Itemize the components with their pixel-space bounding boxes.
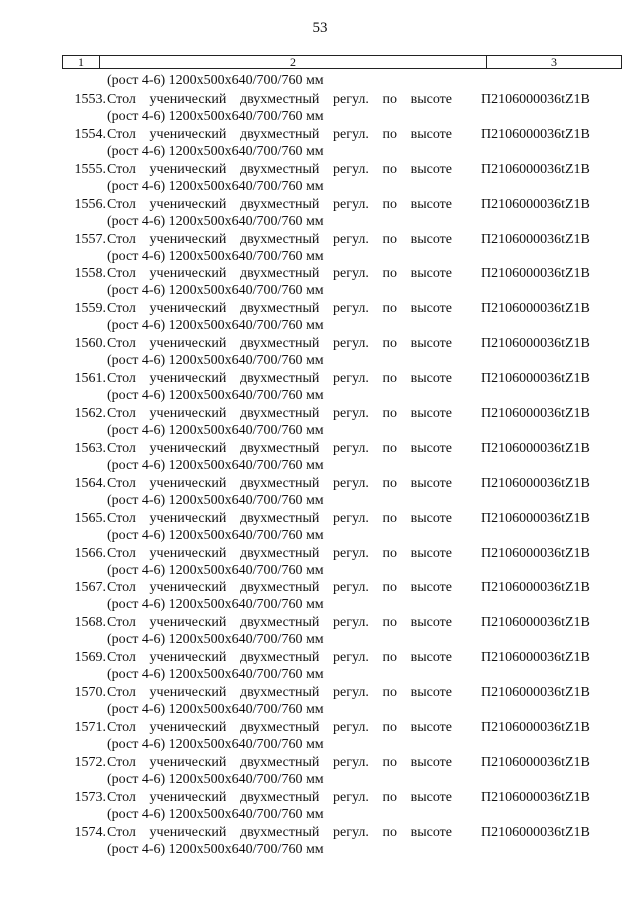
row-code: П2106000036tZ1B: [481, 754, 590, 770]
row-description-line-1: Стол ученический двухместный регул. по высоте: [107, 371, 452, 387]
table-row: [62, 650, 622, 685]
row-description-line-2: (рост 4-6) 1200х500х640/700/760 мм: [107, 388, 324, 404]
table-row: [62, 615, 622, 650]
row-description-line-1: Стол ученический двухместный регул. по высоте: [107, 720, 452, 736]
row-code: П2106000036tZ1B: [481, 231, 590, 247]
row-number: 1566.: [74, 545, 106, 561]
row-code: П2106000036tZ1B: [481, 161, 590, 177]
row-description-line-1: Стол ученический двухместный регул. по высоте: [107, 475, 452, 491]
row-code: П2106000036tZ1B: [481, 92, 590, 107]
table-row: [62, 580, 622, 615]
row-code: П2106000036tZ1B: [481, 266, 590, 282]
table-row: [62, 301, 622, 336]
row-number: 1553.: [74, 92, 106, 107]
table-row: [62, 162, 622, 197]
table-row: [62, 825, 622, 860]
row-description-line-2: (рост 4-6) 1200х500х640/700/760 мм: [107, 109, 324, 124]
row-number: 1567.: [74, 580, 106, 596]
row-description-line-2: (рост 4-6) 1200х500х640/700/760 мм: [107, 737, 324, 753]
row-number: 1561.: [74, 371, 106, 387]
table-row: [62, 406, 622, 441]
row-number: 1569.: [74, 650, 106, 666]
row-description-line-2: (рост 4-6) 1200х500х640/700/760 мм: [107, 143, 324, 159]
row-description-line-2: (рост 4-6) 1200х500х640/700/760 мм: [107, 248, 324, 264]
table-header: [62, 55, 622, 69]
row-description-line-1: Стол ученический двухместный регул. по высоте: [107, 789, 452, 805]
row-description-line-2: (рост 4-6) 1200х500х640/700/760 мм: [107, 457, 324, 473]
row-description-line-1: Стол ученический двухместный регул. по высоте: [107, 266, 452, 282]
row-description-line-2: (рост 4-6) 1200х500х640/700/760 мм: [107, 353, 324, 369]
table-row: [62, 127, 622, 162]
row-number: 1570.: [74, 685, 106, 701]
row-number: 1572.: [74, 754, 106, 770]
table-row: [62, 755, 622, 790]
row-description-line-1: Стол ученический двухместный регул. по высоте: [107, 615, 452, 631]
row-code: П2106000036tZ1B: [481, 615, 590, 631]
row-description-line-1: Стол ученический двухместный регул. по высоте: [107, 440, 452, 456]
row-code: П2106000036tZ1B: [481, 440, 590, 456]
row-code: П2106000036tZ1B: [481, 510, 590, 526]
row-code: П2106000036tZ1B: [481, 336, 590, 352]
table-row: [62, 266, 622, 301]
row-description-line-2: (рост 4-6) 1200х500х640/700/760 мм: [107, 492, 324, 508]
header-col-3: 3: [551, 55, 557, 69]
row-description-line-1: Стол ученический двухместный регул. по высоте: [107, 510, 452, 526]
row-description-line-1: Стол ученический двухместный регул. по высоте: [107, 754, 452, 770]
row-number: 1562.: [74, 406, 106, 422]
row-code: П2106000036tZ1B: [481, 371, 590, 387]
header-col-1: 1: [63, 56, 100, 68]
table-row: [62, 371, 622, 406]
row-code: П2106000036tZ1B: [481, 196, 590, 212]
row-description-line-1: Стол ученический двухместный регул. по высоте: [107, 126, 452, 142]
row-description-line-2: (рост 4-6) 1200х500х640/700/760 мм: [107, 178, 324, 194]
row-number: 1555.: [74, 161, 106, 177]
row-description-line-1: Стол ученический двухместный регул. по высоте: [107, 824, 452, 840]
row-code: П2106000036tZ1B: [481, 789, 590, 805]
table-row: [62, 790, 622, 825]
row-description-line-2: (рост 4-6) 1200х500х640/700/760 мм: [107, 283, 324, 299]
row-description-line-2: (рост 4-6) 1200х500х640/700/760 мм: [107, 702, 324, 718]
row-description-line-1: Стол ученический двухместный регул. по высоте: [107, 92, 452, 107]
row-number: 1563.: [74, 440, 106, 456]
row-description-line-2: (рост 4-6) 1200х500х640/700/760 мм: [107, 771, 324, 787]
row-code: П2106000036tZ1B: [481, 685, 590, 701]
row-description-line-2: (рост 4-6) 1200х500х640/700/760 мм: [107, 632, 324, 648]
row-description-line-1: Стол ученический двухместный регул. по высоте: [107, 301, 452, 317]
row-code: П2106000036tZ1B: [481, 580, 590, 596]
row-number: 1565.: [74, 510, 106, 526]
row-number: 1558.: [74, 266, 106, 282]
row-description-line-2: (рост 4-6) 1200х500х640/700/760 мм: [107, 423, 324, 439]
row-description-line-2: (рост 4-6) 1200х500х640/700/760 мм: [107, 527, 324, 543]
row-code: П2106000036tZ1B: [481, 824, 590, 840]
table-row: [62, 441, 622, 476]
table-row: [62, 511, 622, 546]
row-number: 1574.: [74, 824, 106, 840]
row-description-line-1: Стол ученический двухместный регул. по высоте: [107, 161, 452, 177]
table-row: [62, 197, 622, 232]
row-description-line-1: Стол ученический двухместный регул. по высоте: [107, 231, 452, 247]
table-row: [62, 92, 622, 127]
row-description-line-2: (рост 4-6) 1200х500х640/700/760 мм: [107, 213, 324, 229]
table-row: [62, 476, 622, 511]
row-number: 1557.: [74, 231, 106, 247]
row-number: 1568.: [74, 615, 106, 631]
row-code: П2106000036tZ1B: [481, 650, 590, 666]
row-code: П2106000036tZ1B: [481, 475, 590, 491]
row-number: 1554.: [74, 126, 106, 142]
header-col-2: 2: [100, 56, 487, 68]
row-description-line-1: Стол ученический двухместный регул. по высоте: [107, 650, 452, 666]
row-code: П2106000036tZ1B: [481, 545, 590, 561]
row-description-line-1: Стол ученический двухместный регул. по высоте: [107, 685, 452, 701]
table-row: [62, 685, 622, 720]
table-row: [62, 232, 622, 267]
row-description-line-1: Стол ученический двухместный регул. по высоте: [107, 336, 452, 352]
continued-description: (рост 4-6) 1200х500х640/700/760 мм: [107, 73, 324, 88]
row-number: 1571.: [74, 720, 106, 736]
row-description-line-2: (рост 4-6) 1200х500х640/700/760 мм: [107, 597, 324, 613]
table-row: [62, 720, 622, 755]
row-description-line-1: Стол ученический двухместный регул. по высоте: [107, 196, 452, 212]
row-number: 1560.: [74, 336, 106, 352]
row-description-line-2: (рост 4-6) 1200х500х640/700/760 мм: [107, 318, 324, 334]
table-row: [62, 336, 622, 371]
row-description-line-2: (рост 4-6) 1200х500х640/700/760 мм: [107, 562, 324, 578]
row-number: 1564.: [74, 475, 106, 491]
page-number: 53: [312, 20, 328, 36]
entries-list: [62, 92, 622, 860]
table-row: [62, 546, 622, 581]
row-code: П2106000036tZ1B: [481, 126, 590, 142]
row-description-line-2: (рост 4-6) 1200х500х640/700/760 мм: [107, 667, 324, 683]
row-description-line-1: Стол ученический двухместный регул. по высоте: [107, 545, 452, 561]
row-description-line-2: (рост 4-6) 1200х500х640/700/760 мм: [107, 806, 324, 822]
row-number: 1559.: [74, 301, 106, 317]
row-description-line-1: Стол ученический двухместный регул. по высоте: [107, 406, 452, 422]
row-description-line-2: (рост 4-6) 1200х500х640/700/760 мм: [107, 841, 324, 857]
row-description-line-1: Стол ученический двухместный регул. по высоте: [107, 580, 452, 596]
row-code: П2106000036tZ1B: [481, 406, 590, 422]
row-number: 1573.: [74, 789, 106, 805]
row-number: 1556.: [74, 196, 106, 212]
row-code: П2106000036tZ1B: [481, 720, 590, 736]
row-code: П2106000036tZ1B: [481, 301, 590, 317]
